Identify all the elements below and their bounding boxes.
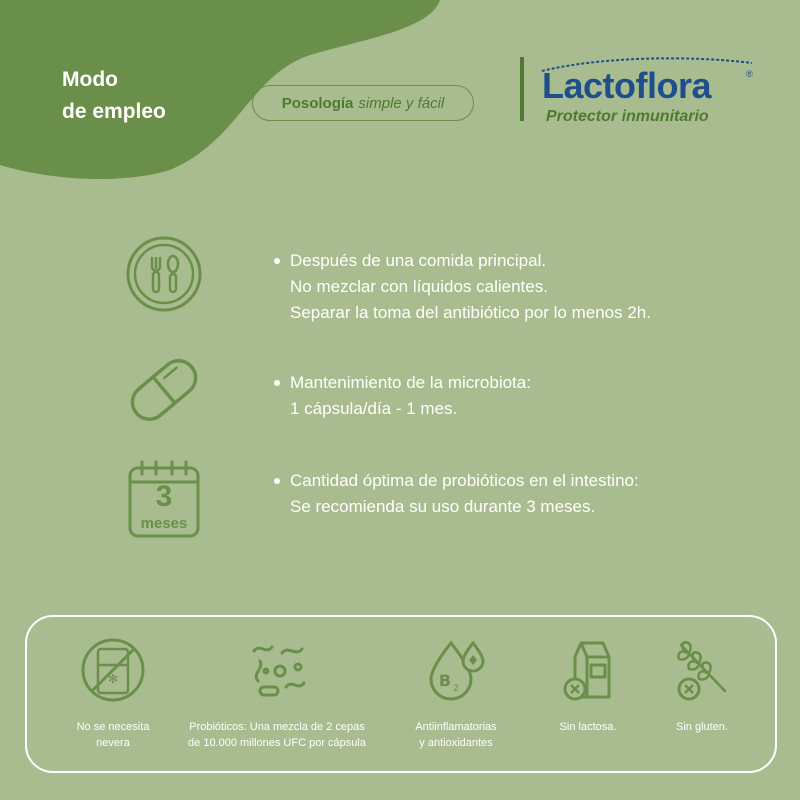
no-gluten-icon	[667, 635, 737, 705]
svg-text:✻: ✻	[107, 672, 119, 686]
b2-badge-letter: B	[438, 671, 452, 690]
page-title	[62, 64, 166, 127]
capsule-icon	[122, 348, 206, 432]
step-2-line-1: Mantenimiento de la microbiota:	[274, 370, 531, 396]
step-3-line-1: Cantidad óptima de probióticos en el intestino:	[274, 468, 639, 494]
step-2-line-2: 1 cápsula/día - 1 mes.	[290, 399, 458, 418]
brand-logo	[520, 55, 770, 130]
feature-b2-line1: Antiinflamatorias	[415, 721, 497, 733]
no-fridge-icon	[78, 635, 148, 705]
step-1-text	[274, 248, 651, 326]
pill-italic-text: simple y fácil	[358, 94, 445, 112]
plate-cutlery-icon	[122, 232, 206, 316]
step-3-line-2: Se recomienda su uso durante 3 meses.	[290, 497, 596, 516]
feature-no-fridge	[18, 635, 208, 751]
calendar-icon	[122, 458, 206, 542]
calendar-word: meses	[140, 515, 188, 532]
calendar-number: 3	[155, 480, 173, 513]
logo-tagline: Protector inmunitario	[546, 108, 709, 125]
page-title-line2: de empleo	[62, 99, 166, 123]
feature-probiotics-line2: de 10.000 millones UFC por cápsula	[188, 737, 366, 749]
feature-no-gluten	[607, 635, 797, 735]
step-1-line-2: No mezclar con líquidos calientes.	[290, 277, 548, 296]
feature-probiotics-line1: Probióticos: Una mezcla de 2 cepas	[189, 721, 365, 733]
feature-no-fridge-line1: No se necesita	[76, 721, 150, 733]
step-1-line-3: Separar la toma del antibiótico por lo menos 2h.	[290, 303, 651, 322]
feature-no-lactose-line1: Sin lactosa.	[559, 721, 617, 733]
feature-no-gluten-line1: Sin gluten.	[676, 721, 728, 733]
posologia-pill	[252, 85, 474, 121]
feature-no-fridge-line2: nevera	[96, 737, 130, 749]
vitamin-b2-icon	[421, 635, 491, 705]
b2-badge-sub: 2	[453, 684, 459, 694]
page-title-line1: Modo	[62, 68, 118, 91]
step-3-text	[274, 468, 639, 520]
probiotics-icon	[242, 635, 312, 705]
step-1-line-1: Después de una comida principal.	[274, 248, 651, 274]
pill-strong-text: Posología	[281, 94, 354, 112]
logo-registered: ®	[746, 69, 753, 79]
feature-b2-line2: y antioxidantes	[419, 737, 493, 749]
feature-probiotics	[182, 635, 372, 751]
logo-bar	[520, 57, 524, 121]
logo-brand: Lactoflora	[542, 65, 712, 106]
step-2-text	[274, 370, 531, 422]
